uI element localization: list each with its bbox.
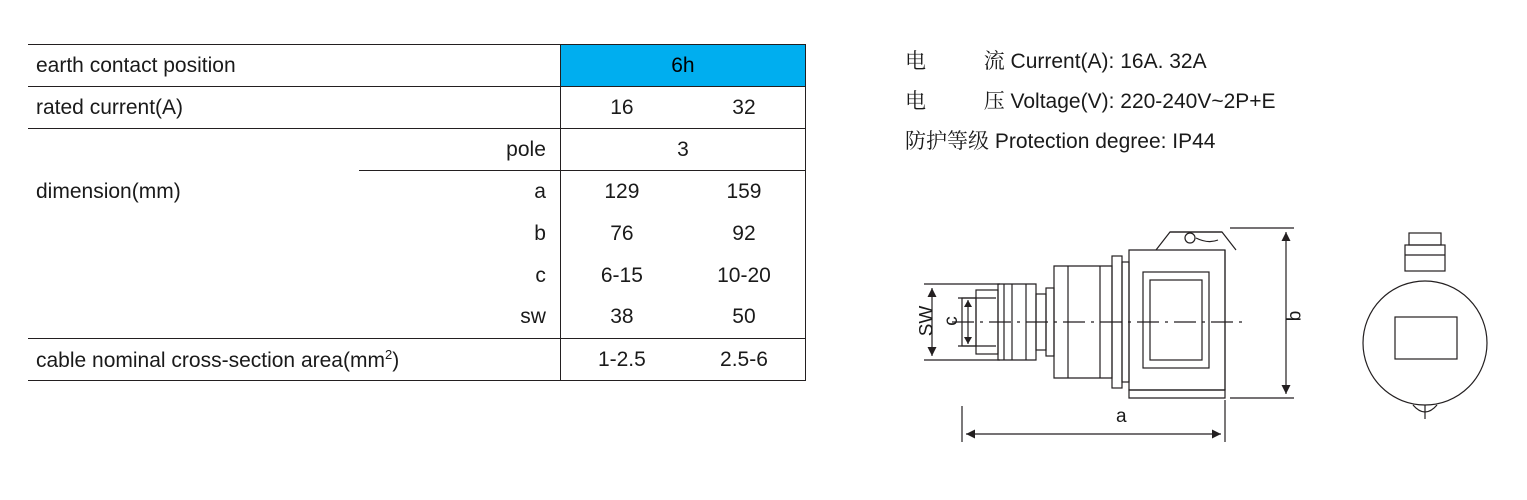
front-view-svg <box>1355 225 1505 455</box>
side-view-drawing <box>900 210 1320 460</box>
row-label-cable-area <box>28 339 560 381</box>
pole-value: 3 <box>560 129 805 171</box>
table-row <box>28 213 806 255</box>
info-voltage-label-cn1: 电 <box>905 90 926 113</box>
table-row <box>28 87 806 129</box>
dimension-b-16: 76 <box>560 213 683 255</box>
product-info-block <box>905 42 1276 162</box>
table-row <box>28 297 806 339</box>
cable-area-label-post: ) <box>392 348 400 372</box>
cable-area-label-superscript: 2 <box>384 346 393 362</box>
table-row <box>28 129 806 171</box>
info-current-value: Current(A): 16A. 32A <box>1010 50 1207 73</box>
dimension-c-32: 10-20 <box>683 255 806 297</box>
info-protection-value: Protection degree: IP44 <box>994 130 1216 153</box>
row-sublabel-sw: sw <box>359 297 560 339</box>
table-row <box>28 45 806 87</box>
row-sublabel-a: a <box>534 179 546 203</box>
row-label-dimension: dimension(mm) <box>36 179 181 203</box>
dimension-a-32: 159 <box>683 171 806 213</box>
row-label-blank-b <box>28 213 359 255</box>
dimension-c-16: 6-15 <box>560 255 683 297</box>
row-label-blank-sw <box>28 297 359 339</box>
rated-current-16: 16 <box>560 87 683 129</box>
row-sublabel-pole: pole <box>359 129 560 171</box>
info-current-label-cn1: 电 <box>905 50 926 73</box>
front-view-drawing <box>1355 225 1505 455</box>
dimension-label-b: b <box>1284 310 1306 322</box>
cable-area-label-pre: cable nominal cross-section area(mm <box>36 348 385 372</box>
specification-table <box>28 44 806 381</box>
dimension-label-c: c <box>940 316 962 326</box>
row-label-blank-pole <box>28 129 359 171</box>
table-row <box>28 339 806 381</box>
info-protection-label-cn: 防护等级 <box>905 130 989 153</box>
dimension-sw-32: 50 <box>683 297 806 339</box>
info-current-label-cn2: 流 <box>983 50 1005 73</box>
row-label-blank-c <box>28 255 359 297</box>
rated-current-32: 32 <box>683 87 806 129</box>
side-view-svg <box>900 210 1320 460</box>
table-row <box>28 171 806 213</box>
row-label-rated-current: rated current(A) <box>28 87 560 129</box>
table-row <box>28 255 806 297</box>
info-line-current <box>905 42 1276 82</box>
row-sublabel-c: c <box>535 263 546 287</box>
dimension-a-16: 129 <box>560 171 683 213</box>
cable-area-32: 2.5-6 <box>683 339 806 381</box>
dimension-label-sw: SW <box>916 305 938 337</box>
dimension-b-32: 92 <box>683 213 806 255</box>
dimension-sw-16: 38 <box>560 297 683 339</box>
info-line-protection <box>905 122 1276 162</box>
info-line-voltage <box>905 82 1276 122</box>
earth-contact-position-value: 6h <box>560 45 805 87</box>
dimension-label-a: a <box>1116 406 1127 427</box>
info-voltage-label-cn2: 压 <box>983 90 1005 113</box>
row-label-earth-contact-position: earth contact position <box>28 45 560 87</box>
row-sublabel-b: b <box>534 221 546 245</box>
info-voltage-value: Voltage(V): 220-240V~2P+E <box>1010 90 1276 113</box>
cable-area-16: 1-2.5 <box>560 339 683 381</box>
